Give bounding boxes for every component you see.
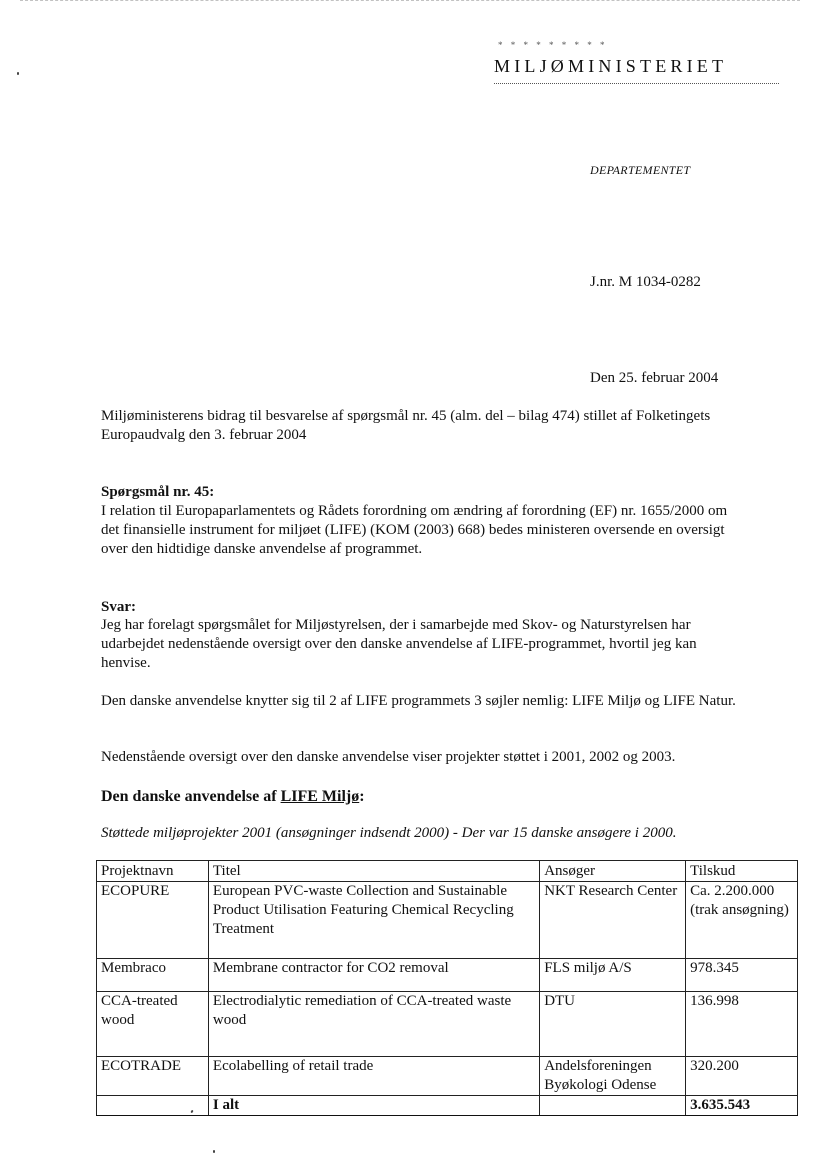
section-title-prefix: Den danske anvendelse af: [101, 788, 281, 805]
table-header-row: [97, 861, 798, 882]
cell-grant: 320.200: [686, 1057, 798, 1096]
table-row: [97, 1057, 798, 1096]
letterhead: [494, 40, 784, 84]
ministry-name: MILJØMINISTERIET: [494, 56, 728, 76]
cell-title: Electrodialytic remediation of CCA-treated waste wood: [208, 992, 539, 1057]
answer-paragraph-3: Nedenstående oversigt over den danske anvendelse viser projekter støttet i 2001, 2002 og 2003.: [101, 749, 676, 765]
table-row: [97, 882, 798, 959]
question-heading: Spørgsmål nr. 45:: [101, 484, 215, 500]
intro-paragraph: Miljøministerens bidrag til besvarelse af spørgsmål nr. 45 (alm. del – bilag 474) stillet af Folketingets Europaudvalg den 3. februar 2004: [101, 408, 711, 444]
cell-project-name: CCA-treated wood: [97, 992, 209, 1057]
scan-artifact-line: [20, 0, 800, 3]
table-row: [97, 992, 798, 1057]
answer-paragraph-2: Den danske anvendelse knytter sig til 2 af LIFE programmets 3 søjler nemlig: LIFE Miljø og LIFE Natur.: [101, 693, 736, 709]
cell-applicant: NKT Research Center: [540, 882, 686, 959]
answer-body: Jeg har forelagt spørgsmålet for Miljøstyrelsen, der i samarbejde med Skov- og Naturstyrelsen har udarbejdet nedenstående oversigt over den danske anvendelse af LIFE-programmet, hvortil jeg kan henvise.: [101, 617, 697, 672]
cell-grant: 978.345: [686, 959, 798, 992]
scan-speck: [213, 1150, 215, 1153]
table-row: [97, 959, 798, 992]
cell-title: Ecolabelling of retail trade: [208, 1057, 539, 1096]
life-projects-table: [96, 860, 798, 1116]
total-label: I alt: [208, 1096, 539, 1116]
section-title-suffix: :: [359, 788, 365, 805]
cell-project-name: ECOTRADE: [97, 1057, 209, 1096]
cell-grant: 136.998: [686, 992, 798, 1057]
cell-empty: [540, 1096, 686, 1116]
cell-title: Membrane contractor for CO2 removal: [208, 959, 539, 992]
reference-number: J.nr. M 1034-0282: [590, 274, 701, 290]
answer-heading: Svar:: [101, 599, 136, 615]
total-value: 3.635.543: [686, 1096, 798, 1116]
table-total-row: [97, 1096, 798, 1116]
cell-empty: [97, 1096, 209, 1116]
header-grant: Tilskud: [686, 861, 798, 882]
header-title: Titel: [208, 861, 539, 882]
letterhead-rule: [494, 83, 779, 84]
cell-applicant: DTU: [540, 992, 686, 1057]
cell-project-name: Membraco: [97, 959, 209, 992]
question-body: I relation til Europaparlamentets og Rådets forordning om ændring af forordning (EF) nr. 1655/2000 om det finansielle instrument for miljøet (LIFE) (KOM (2003) 668) bedes ministeren oversende en oversigt over den hidtidige danske anvendelse af programmet.: [101, 503, 728, 558]
cell-title: European PVC-waste Collection and Sustainable Product Utilisation Featuring Chemical Recycling Treatment: [208, 882, 539, 959]
department-label: DEPARTEMENTET: [590, 163, 691, 177]
section-title: [101, 787, 741, 806]
table-caption: Støttede miljøprojekter 2001 (ansøgninger indsendt 2000) - Der var 15 danske ansøgere i 2000.: [101, 825, 677, 841]
letterhead-stars: * * * * * * * * *: [498, 40, 608, 50]
header-applicant: Ansøger: [540, 861, 686, 882]
letter-date: Den 25. februar 2004: [590, 370, 719, 386]
scan-speck: [17, 72, 19, 75]
header-project-name: Projektnavn: [97, 861, 209, 882]
section-title-underlined: LIFE Miljø: [280, 788, 360, 805]
cell-applicant: FLS miljø A/S: [540, 959, 686, 992]
cell-project-name: ECOPURE: [97, 882, 209, 959]
cell-grant: Ca. 2.200.000 (trak ansøgning): [686, 882, 798, 959]
cell-applicant: Andelsforeningen Byøkologi Odense: [540, 1057, 686, 1096]
